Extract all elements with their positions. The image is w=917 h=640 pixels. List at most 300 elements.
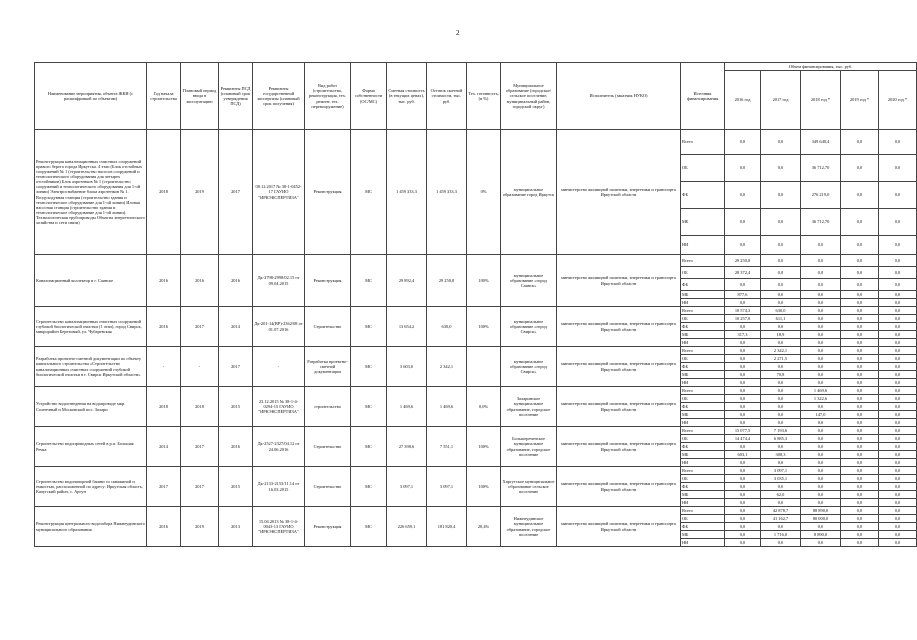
year-value: 0,0: [879, 531, 917, 539]
year-value: 0,0: [841, 255, 879, 267]
work-type: Строительство: [305, 467, 351, 507]
year-value: 0,0: [725, 411, 761, 419]
year-value: 0,0: [879, 419, 917, 427]
year-value: 0,0: [725, 236, 761, 255]
year-value: 0,0: [801, 339, 841, 347]
psd-year: 2017: [219, 347, 253, 387]
plan-year: 2018: [181, 387, 219, 427]
remaining: 29 250,0: [427, 255, 467, 307]
start-year: 2016: [147, 307, 181, 347]
municipality: Харгутское муниципальное образование сельское поселение: [501, 467, 557, 507]
readiness: 100%: [467, 467, 501, 507]
funding-source: НИ: [681, 419, 725, 427]
year-value: 0,0: [725, 155, 761, 182]
year-value: 8 890,0: [801, 531, 841, 539]
estimate: 226 659,1: [387, 507, 427, 547]
funding-source: МБ: [681, 209, 725, 236]
expertise: 08.12.2017 № 38-1-0452-17 ГАУИО "ИРКЭКСПЕРТИЗА": [253, 130, 305, 255]
funding-source: ФБ: [681, 523, 725, 531]
year-value: 0,0: [761, 403, 801, 411]
year-value: 1 469,6: [801, 387, 841, 395]
year-value: 7 193,6: [761, 427, 801, 435]
year-value: 308,3: [761, 451, 801, 459]
project-name: Строительство канализационных очистных сооружений глубокой биологической очистки (1 этап), город Свирск, микрорайон Березовый, ул. Чубаревская: [35, 307, 147, 347]
year-value: 0,0: [725, 339, 761, 347]
funding-source: Всего: [681, 347, 725, 355]
year-value: 0,0: [761, 323, 801, 331]
year-value: 28 372,4: [725, 267, 761, 279]
year-value: 0,0: [761, 267, 801, 279]
executor: министерство жилищной политики, энергетики и транспорта Иркутской области: [557, 387, 681, 427]
ownership: МС: [351, 255, 387, 307]
funding-source: НИ: [681, 499, 725, 507]
year-value: 0,0: [761, 130, 801, 155]
year-value: 0,0: [879, 299, 917, 307]
header-expertise: Реквизиты государственной экспертизы (плановый срок получения): [253, 63, 305, 130]
year-value: 0,0: [841, 307, 879, 315]
plan-year: -: [181, 347, 219, 387]
funding-source: ОБ: [681, 515, 725, 523]
start-year: 2014: [147, 427, 181, 467]
year-value: 0,0: [879, 331, 917, 339]
year-value: 0,0: [725, 395, 761, 403]
year-value: 0,0: [841, 291, 879, 299]
executor: министерство жилищной политики, энергетики и транспорта Иркутской области: [557, 467, 681, 507]
year-value: 0,0: [761, 459, 801, 467]
year-value: 0,0: [761, 339, 801, 347]
year-value: 0,0: [801, 291, 841, 299]
year-value: 0,0: [801, 379, 841, 387]
year-value: 0,0: [879, 467, 917, 475]
readiness: [467, 347, 501, 387]
executor: министерство жилищной политики, энергетики и транспорта Иркутской области: [557, 427, 681, 467]
year-value: 0,0: [879, 491, 917, 499]
year-value: 0,0: [879, 483, 917, 491]
ownership: МС: [351, 467, 387, 507]
year-value: 36 712,70: [801, 155, 841, 182]
start-year: -: [147, 347, 181, 387]
year-value: 0,0: [801, 427, 841, 435]
year-value: 0,0: [841, 395, 879, 403]
year-value: 18,9: [761, 331, 801, 339]
funding-source: ФБ: [681, 363, 725, 371]
year-value: 0,0: [801, 299, 841, 307]
psd-year: 2017: [219, 130, 253, 255]
year-value: 0,0: [841, 155, 879, 182]
year-value: 0,0: [841, 443, 879, 451]
year-value: 1 322,6: [801, 395, 841, 403]
year-value: 80 000,0: [801, 515, 841, 523]
year-value: 0,0: [725, 130, 761, 155]
year-value: 0,0: [801, 475, 841, 483]
header-year: 2016 год: [725, 71, 761, 130]
funding-source: ОБ: [681, 435, 725, 443]
year-value: 0,0: [725, 371, 761, 379]
project-name: Реконструкция канализационных очистных сооружений правого берега города Иркутска. 4 этап (Блок отстойных сооружений № 1 (строительство насосов сооружений и технологического оборудования для четырех отстойников) Блок аэротенков № 1 (строительство сооружений и технологического оборудования для 1-ой линии) Электроснабжение блока аэротенков № 1. Воздуходувная станция (строительство здания и технологическое оборудование для 1-ой линии) Иловая насосная станция (строительство здания и технологическое оборудование для 1-ой линии). Технологическая трубопроводы Объекты энергетического хозяйства и сети связи): [35, 130, 147, 255]
year-value: 0,0: [879, 130, 917, 155]
year-value: 29 250,0: [725, 255, 761, 267]
year-value: 0,0: [725, 355, 761, 363]
year-value: 0,0: [801, 499, 841, 507]
year-value: 0,0: [841, 499, 879, 507]
expertise: -: [253, 347, 305, 387]
year-value: 0,0: [725, 459, 761, 467]
year-value: 276 219,0: [801, 182, 841, 209]
funding-source: МБ: [681, 451, 725, 459]
funding-source: МБ: [681, 371, 725, 379]
funding-source: Всего: [681, 255, 725, 267]
year-value: 0,0: [761, 387, 801, 395]
psd-year: 2016: [219, 255, 253, 307]
year-value: 2 271,5: [761, 355, 801, 363]
year-value: 41 162,7: [761, 515, 801, 523]
funding-source: ФБ: [681, 483, 725, 491]
year-value: 317,3: [725, 331, 761, 339]
project-name: Реконструкция центрального водозабора Нижнеудинского муниципального образования: [35, 507, 147, 547]
year-value: 0,0: [879, 499, 917, 507]
year-value: 349 640,4: [801, 130, 841, 155]
psd-year: 2013: [219, 507, 253, 547]
year-value: 3 097,1: [761, 467, 801, 475]
year-value: 0,0: [725, 515, 761, 523]
header-year: 2020 год *: [879, 71, 917, 130]
year-value: 0,0: [761, 182, 801, 209]
ownership: МС: [351, 307, 387, 347]
executor: министерство жилищной политики, энергетики и транспорта Иркутской области: [557, 507, 681, 547]
year-value: 0,0: [879, 323, 917, 331]
year-value: 611,1: [761, 315, 801, 323]
header-remaining: Остаток сметной стоимости, тыс. руб.: [427, 63, 467, 130]
year-value: 0,0: [879, 182, 917, 209]
year-value: 0,0: [725, 467, 761, 475]
year-value: 147,0: [801, 411, 841, 419]
work-type: Реконструкция: [305, 507, 351, 547]
year-value: 0,0: [761, 279, 801, 291]
year-value: 0,0: [879, 355, 917, 363]
year-value: 0,0: [801, 459, 841, 467]
year-value: 0,0: [841, 323, 879, 331]
year-value: 0,0: [879, 515, 917, 523]
remaining: 630,0: [427, 307, 467, 347]
year-value: 0,0: [725, 299, 761, 307]
funding-source: Всего: [681, 467, 725, 475]
year-value: 0,0: [801, 451, 841, 459]
funding-source: ФБ: [681, 279, 725, 291]
remaining: 1 459 333,3: [427, 130, 467, 255]
year-value: 36 712,70: [801, 209, 841, 236]
year-value: 0,0: [879, 155, 917, 182]
year-value: 0,0: [725, 347, 761, 355]
work-type: Реконструкция: [305, 255, 351, 307]
municipality: муниципальное образование «город Свирск»: [501, 347, 557, 387]
year-value: 0,0: [879, 379, 917, 387]
header-start-year: Год начала строительства: [147, 63, 181, 130]
expertise: Дк-201-14(ВР)-2362/08 от 01.07.2016: [253, 307, 305, 347]
table-row: [35, 307, 917, 315]
header-funding-source: Источник финансирования: [681, 63, 725, 130]
readiness: 0%: [467, 130, 501, 255]
year-value: 0,0: [879, 475, 917, 483]
year-value: 0,0: [841, 459, 879, 467]
year-value: 0,0: [761, 255, 801, 267]
year-value: 0,0: [841, 331, 879, 339]
municipality: муниципальное образование «город Саянск»: [501, 255, 557, 307]
year-value: 0,0: [801, 403, 841, 411]
year-value: 14 474,4: [725, 435, 761, 443]
project-name: Канализационный коллектор в г. Саянске: [35, 255, 147, 307]
work-type: Строительство: [305, 307, 351, 347]
municipality: муниципальное образование «город Свирск»: [501, 307, 557, 347]
estimate: 13 654,2: [387, 307, 427, 347]
year-value: 0,0: [725, 475, 761, 483]
header-year: 2019 год *: [841, 71, 879, 130]
year-value: 0,0: [841, 411, 879, 419]
funding-source: Всего: [681, 387, 725, 395]
table-row: [35, 130, 917, 155]
year-value: 0,0: [841, 279, 879, 291]
year-value: 0,0: [879, 255, 917, 267]
year-value: 0,0: [879, 347, 917, 355]
work-type: Реконструкция: [305, 130, 351, 255]
funding-source: ОБ: [681, 267, 725, 279]
year-value: 0,0: [725, 209, 761, 236]
year-value: 0,0: [841, 130, 879, 155]
year-value: 0,0: [841, 339, 879, 347]
year-value: 0,0: [841, 267, 879, 279]
estimate: 29 892,4: [387, 255, 427, 307]
year-value: 0,0: [801, 236, 841, 255]
start-year: 2017: [147, 467, 181, 507]
header-work-type: Вид работ (строительство, реконструкция, тех. ремонт, тех. перевооружение): [305, 63, 351, 130]
year-value: 0,0: [725, 182, 761, 209]
year-value: 15 077,5: [725, 427, 761, 435]
year-value: 0,0: [879, 427, 917, 435]
ownership: МС: [351, 427, 387, 467]
funding-source: ФБ: [681, 323, 725, 331]
executor: министерство жилищной политики, энергетики и транспорта Иркутской области: [557, 255, 681, 307]
year-value: 0,0: [801, 267, 841, 279]
header-readiness: Тех. готовность, (в %): [467, 63, 501, 130]
year-value: 0,0: [841, 363, 879, 371]
year-value: 0,0: [725, 523, 761, 531]
start-year: 2016: [147, 255, 181, 307]
year-value: 0,0: [801, 355, 841, 363]
psd-year: 2015: [219, 467, 253, 507]
funding-source: НИ: [681, 299, 725, 307]
year-value: 3 035,1: [761, 475, 801, 483]
year-value: 0,0: [801, 255, 841, 267]
year-value: 0,0: [725, 539, 761, 547]
year-value: 0,0: [725, 323, 761, 331]
funding-source: Всего: [681, 130, 725, 155]
year-value: 0,0: [841, 299, 879, 307]
year-value: 0,0: [879, 315, 917, 323]
year-value: 0,0: [761, 411, 801, 419]
funding-source: НИ: [681, 539, 725, 547]
year-value: 42 878,7: [761, 507, 801, 515]
year-value: 603,1: [725, 451, 761, 459]
table-row: [35, 427, 917, 435]
year-value: 630,0: [761, 307, 801, 315]
executor: министерство жилищной политики, энергетики и транспорта Иркутской области: [557, 347, 681, 387]
year-value: 0,0: [725, 483, 761, 491]
year-value: 0,0: [801, 435, 841, 443]
ownership: МС: [351, 387, 387, 427]
year-value: 0,0: [725, 419, 761, 427]
year-value: 0,0: [841, 507, 879, 515]
expertise: 15.04.2013 № 38-1-4-0043-13 ГАУИО "ИРКЭКСПЕРТИЗА": [253, 507, 305, 547]
year-value: 0,0: [725, 531, 761, 539]
year-value: 0,0: [841, 427, 879, 435]
year-value: 0,0: [761, 539, 801, 547]
year-value: 0,0: [801, 419, 841, 427]
year-value: 0,0: [761, 499, 801, 507]
year-value: 0,0: [879, 403, 917, 411]
readiness: 100%: [467, 427, 501, 467]
estimate: 3 097,1: [387, 467, 427, 507]
year-value: 0,0: [841, 209, 879, 236]
funding-source: ОБ: [681, 155, 725, 182]
expertise: Дк-2798-2998/02.15 от 09.04.2015: [253, 255, 305, 307]
year-value: 0,0: [801, 323, 841, 331]
year-value: 0,0: [841, 483, 879, 491]
year-value: 0,0: [879, 236, 917, 255]
year-value: 0,0: [725, 387, 761, 395]
executor: министерство жилищной политики, энергетики и транспорта Иркутской области: [557, 307, 681, 347]
header-year: 2017 год: [761, 71, 801, 130]
header-psd: Реквизиты ПСД (плановый срок утверждения ПСД): [219, 63, 253, 130]
table-row: [35, 255, 917, 267]
year-value: 0,0: [879, 395, 917, 403]
year-value: 1 716,0: [761, 531, 801, 539]
year-value: 0,0: [879, 411, 917, 419]
year-value: 0,0: [879, 387, 917, 395]
year-value: 0,0: [801, 443, 841, 451]
page-number: 2: [456, 29, 460, 37]
start-year: 2016: [147, 507, 181, 547]
readiness: 0,0%: [467, 387, 501, 427]
funding-source: Всего: [681, 307, 725, 315]
year-value: 0,0: [879, 451, 917, 459]
funding-source: ФБ: [681, 443, 725, 451]
plan-year: 2017: [181, 307, 219, 347]
year-value: 0,0: [801, 347, 841, 355]
year-value: 0,0: [879, 209, 917, 236]
year-value: 877,6: [725, 291, 761, 299]
funding-source: Всего: [681, 427, 725, 435]
year-value: 0,0: [761, 299, 801, 307]
year-value: 0,0: [761, 443, 801, 451]
funding-source: НИ: [681, 236, 725, 255]
year-value: 0,0: [761, 523, 801, 531]
psd-year: 2014: [219, 307, 253, 347]
year-value: 0,0: [841, 403, 879, 411]
remaining: 181 820,4: [427, 507, 467, 547]
ownership: МС: [351, 507, 387, 547]
year-value: 0,0: [761, 363, 801, 371]
year-value: 0,0: [841, 315, 879, 323]
work-type: Строительство: [305, 427, 351, 467]
funding-source: НИ: [681, 379, 725, 387]
year-value: 0,0: [841, 539, 879, 547]
ownership: МС: [351, 347, 387, 387]
table-row: [35, 507, 917, 515]
remaining: 2 342,1: [427, 347, 467, 387]
year-value: 0,0: [801, 539, 841, 547]
header-name: Наименование мероприятия, объекта ЖКИ (с расшифровкой по объектам): [35, 63, 147, 130]
year-value: 6 885,3: [761, 435, 801, 443]
year-value: 10 257,0: [725, 315, 761, 323]
funding-source: МБ: [681, 531, 725, 539]
funding-source: МБ: [681, 411, 725, 419]
year-value: 0,0: [725, 363, 761, 371]
year-value: 0,0: [841, 236, 879, 255]
year-value: 0,0: [841, 475, 879, 483]
funding-source: МБ: [681, 491, 725, 499]
readiness: 20,4%: [467, 507, 501, 547]
municipality: Нижнеудинское муниципальное образование, городское поселение: [501, 507, 557, 547]
year-value: 0,0: [841, 531, 879, 539]
year-value: 0,0: [761, 155, 801, 182]
year-value: 10 574,3: [725, 307, 761, 315]
start-year: 2018: [147, 130, 181, 255]
year-value: 0,0: [801, 363, 841, 371]
header-estimate: Сметная стоимость (в текущих ценах), тыс. руб.: [387, 63, 427, 130]
funding-source: ОБ: [681, 475, 725, 483]
remaining: 7 551,1: [427, 427, 467, 467]
project-name: Устройство водоотведения на водопроводе мкр. Солнечный и Московский пос. Залари: [35, 387, 147, 427]
funding-source: ОБ: [681, 315, 725, 323]
year-value: 0,0: [841, 491, 879, 499]
plan-year: 2019: [181, 130, 219, 255]
work-type: Разработка проектно-сметной документации: [305, 347, 351, 387]
year-value: 0,0: [879, 267, 917, 279]
psd-year: 2015: [219, 387, 253, 427]
year-value: 88 890,0: [801, 507, 841, 515]
municipality: Заларинское муниципальное образование, городское поселение: [501, 387, 557, 427]
funding-source: НИ: [681, 459, 725, 467]
year-value: 0,0: [761, 379, 801, 387]
funding-source: Всего: [681, 507, 725, 515]
plan-year: 2016: [181, 255, 219, 307]
readiness: 100%: [467, 255, 501, 307]
year-value: 0,0: [801, 331, 841, 339]
expertise: 23.12.2015 № 38-1-4-0294-15 ГАУИО "ИРКЭКСПЕРТИЗА": [253, 387, 305, 427]
funding-source: ОБ: [681, 395, 725, 403]
psd-year: 2016: [219, 427, 253, 467]
year-value: 0,0: [725, 499, 761, 507]
year-value: 0,0: [801, 483, 841, 491]
year-value: 0,0: [841, 379, 879, 387]
year-value: 0,0: [879, 459, 917, 467]
table-row: [35, 347, 917, 355]
year-value: 0,0: [841, 371, 879, 379]
estimate: 3 603,0: [387, 347, 427, 387]
funding-source: ФБ: [681, 182, 725, 209]
year-value: 0,0: [879, 435, 917, 443]
project-name: Строительство водонапорной башни со скважиной и емкостью, расположенной по адресу: Иркутская область, Качугский район, с. Аргун: [35, 467, 147, 507]
year-value: 0,0: [841, 467, 879, 475]
executor: министерство жилищной политики, энергетики и транспорта Иркутской области: [557, 130, 681, 255]
header-executor: Исполнитель (заказчик НУКО): [557, 63, 681, 130]
estimate: 27 398,6: [387, 427, 427, 467]
year-value: 0,0: [879, 523, 917, 531]
year-value: 0,0: [801, 279, 841, 291]
funding-source: ФБ: [681, 403, 725, 411]
year-value: 0,0: [761, 395, 801, 403]
investment-table: [34, 62, 917, 547]
table-body: [35, 130, 917, 547]
